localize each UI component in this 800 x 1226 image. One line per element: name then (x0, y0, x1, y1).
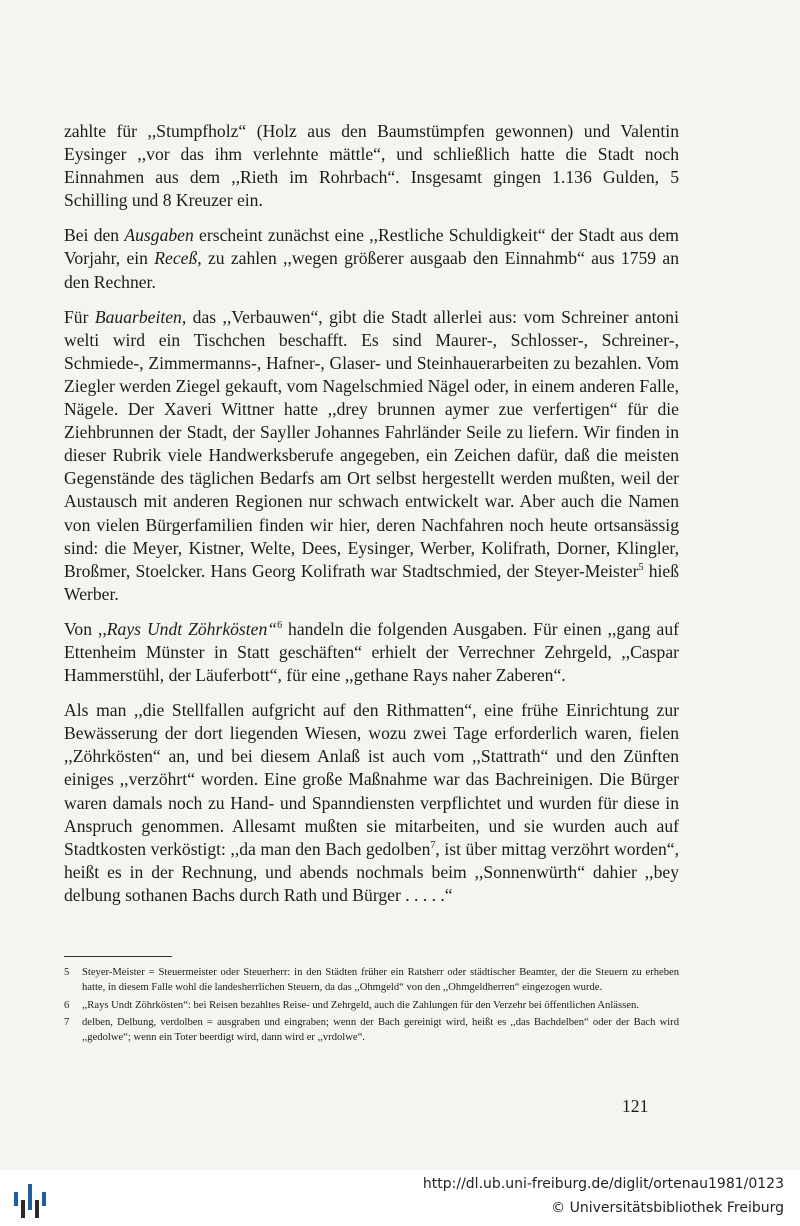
footnote (64, 965, 679, 996)
text-run: zahlte für ,,Stumpfholz“ (Holz aus den Baumstümpfen gewonnen) und Valentin Eysinger ,,vor das ihm verlehnte mättle“, und schließlich hatte die Stadt noch Einnahmen aus dem ,,Rieth im Rohrbach“. Insgesamt gingen 1.136 Gulden, 5 Schilling und 8 Kreuzer ein. (64, 121, 679, 211)
text-run: , ist über mittag verzöhrt worden“, heißt es in der Rechnung, und abends nochmals beim ,,Sonnenwürth“ dahier ,,bey delbung sothanen Bachs durch Rath und Bürger . . . . .“ (64, 838, 679, 905)
italic-term: Bauarbeiten, (94, 306, 187, 327)
source-url-link[interactable]: http://dl.ub.uni-freiburg.de/diglit/ortenau1981/0123 (422, 1176, 784, 1192)
text-run: Von (64, 618, 98, 639)
text-run: handeln die folgenden Ausgaben. Für einen ,,gang auf Ettenheim Münster in Statt geschäften“ erhielt der Verrechner Zehrgeld, ,,Caspar Hammerstühl, der Läuferbott“, für eine ,,gethane Rays naher Zaberen“. (64, 618, 680, 686)
text-run: Für (64, 306, 95, 327)
footnote-divider (64, 956, 172, 957)
text-run: das ,,Verbauwen“, gibt die Stadt allerlei aus: vom Schreiner antoni welti wird ein Tischchen beschafft. Es sind Maurer-, Schlosser-, Schreiner-, Schmiede-, Zimmermanns-, Hafner-, Glaser- und Steinhauerarbeiten zu bezahlen. Vom Ziegler werden Ziegel gekauft, vom Nagelschmied Nägel oder, in einem anderen Falle, Nägele. Der Xaveri Wittner hatte ,,drey brunnen aymer zue verfertigen“ für die Ziehbrunnen der Stadt, der Sayller Johannes Fahrländer Seile zu liefern. Wir finden in dieser Rubrik viele Handwerksberufe angegeben, ein Zeichen dafür, daß die meisten Gegenstände des täglichen Bedarfs am Ort selbst hergestellt werden mußten, weil der Austausch mit anderen Regionen nur schwach entwickelt war. Aber auch die Namen von vielen Bürgerfamilien finden wir hier, deren Nachfahren noch heute ortsansässig sind: die Meyer, Kistner, Welte, Dees, Eysinger, Werber, Kolifrath, Dorner, Klingler, Broßmer, Stoelcker. Hans Georg Kolifrath war Stadtschmied, der Steyer-Meister (64, 306, 679, 581)
text-run: Als man ,,die Stellfallen aufgricht auf den Rithmatten“, eine frühe Einrichtung zur Bewässerung der dort liegenden Wiesen, wozu zwei Tage erforderlich waren, fielen ,,Zöhrkösten“ an, und bei diesem Anlaß ist auch vom ,,Stattrath“ und den Zünften einiges ,,verzöhrt“ worden. Eine große Maßnahme war das Bachreinigen. Die Bürger waren damals noch zu Hand- und Spanndiensten verpflichtet und wurden für diese in Anspruch genommen. Allesamt mußten sie mitarbeiten, und sie wurden auch auf Stadtkosten verköstigt: ,,da man den Bach gedolben (64, 700, 679, 859)
paragraph (64, 306, 679, 606)
footnote (64, 1015, 679, 1046)
ub-freiburg-logo-icon (10, 1180, 50, 1220)
text-run: zu zahlen ,,wegen größerer ausgaab den Einnahmb“ aus 1759 an den Rechner. (64, 248, 679, 292)
paragraph (64, 224, 679, 293)
footnote-marker: 5 (638, 561, 644, 573)
footnote-number: 7 (64, 1016, 70, 1028)
paragraph (64, 120, 679, 212)
footnote-text: Steyer-Meister = Steuermeister oder Steuerherr: in den Städten früher ein Ratsherr oder städtischer Beamter, der die Steuern zu erheben hatte, in diesem Falle wohl die landesherrlichen Steuern, da das ,,Ohmgeld“ von den ,,Ohmgeldherren“ eingezogen wurde. (82, 967, 679, 994)
italic-term: Ausgaben (124, 225, 194, 246)
main-text (64, 120, 679, 919)
footnote-marker: 6 (277, 620, 283, 632)
page-number: 121 (622, 1096, 649, 1116)
copyright-notice: © Universitätsbibliothek Freiburg (551, 1200, 784, 1216)
footnotes (64, 965, 679, 1047)
footnote-marker: 7 (430, 839, 436, 851)
italic-term: Receß, (154, 248, 202, 269)
footnote-text: delben, Delbung, verdolben = ausgraben und eingraben; wenn der Bach gereinigt wird, heißt es ,,das Bachdelben“ oder der Bach wird ,,gedolwe“; wenn ein Toter beerdigt wird, dann wird er ,,vrdolwe“. (82, 1016, 679, 1044)
text-run: hieß Werber. (64, 560, 679, 604)
footnote-text: ,,Rays Undt Zöhrkösten“: bei Reisen bezahltes Reise- und Zehrgeld, auch die Zahlungen für den Verzehr bei öffentlichen Anlässen. (82, 999, 639, 1011)
footnote-number: 6 (64, 999, 70, 1011)
text-run: erscheint zunächst eine ,,Restliche Schuldigkeit“ der Stadt aus dem Vorjahr, ein (64, 225, 679, 269)
footnote-number: 5 (64, 967, 70, 978)
text-run: Bei den (64, 225, 125, 246)
footnote (64, 998, 679, 1013)
italic-term: ,,Rays Undt Zöhrkösten“ (98, 618, 278, 639)
viewer-footer (0, 1170, 800, 1226)
paragraph (64, 618, 679, 687)
paragraph (64, 699, 679, 907)
